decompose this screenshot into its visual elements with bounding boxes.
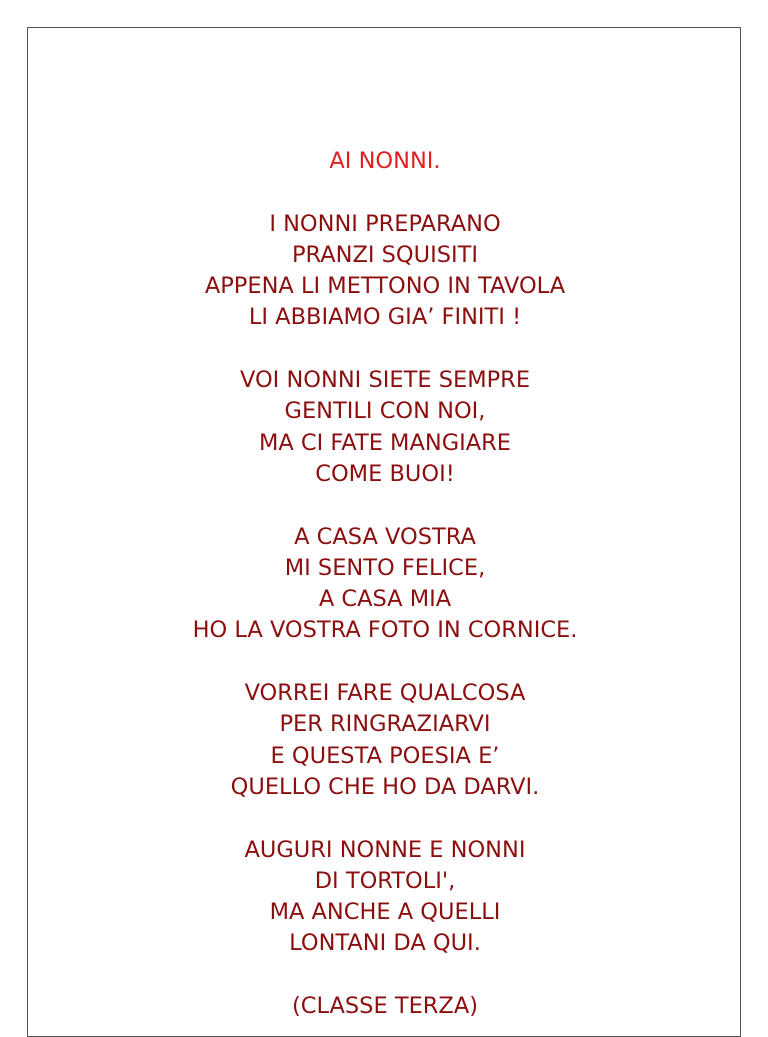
poem-line: LI ABBIAMO GIA’ FINITI ! [248,304,522,331]
stanza-2 [28,365,742,490]
poem-line: LONTANI DA QUI. [289,930,481,957]
poem-line: A CASA VOSTRA [294,523,476,550]
stanza-3 [28,522,742,647]
poem [28,146,742,1022]
poem-line: PRANZI SQUISITI [291,241,479,268]
poem-line: GENTILI CON NOI, [284,398,486,425]
poem-line: MA CI FATE MANGIARE [258,429,512,456]
poem-line: PER RINGRAZIARVI [279,711,491,738]
poem-line: MA ANCHE A QUELLI [269,899,501,926]
poem-line: MI SENTO FELICE, [284,554,486,581]
poem-signature: (CLASSE TERZA) [291,993,479,1020]
stanza-4 [28,678,742,803]
poem-line: HO LA VOSTRA FOTO IN CORNICE. [192,617,578,644]
poem-title: AI NONNI. [329,148,441,174]
poem-line: VOI NONNI SIETE SEMPRE [239,367,531,394]
poem-line: COME BUOI! [315,460,455,487]
poem-line: VORREI FARE QUALCOSA [244,680,526,707]
poem-line: AUGURI NONNE E NONNI [244,836,526,863]
poem-line: DI TORTOLI', [314,867,456,894]
poem-line: QUELLO CHE HO DA DARVI. [230,773,540,800]
poem-line: I NONNI PREPARANO [269,210,501,237]
poem-line: A CASA MIA [318,586,452,613]
document-page [27,27,741,1037]
stanza-5 [28,835,742,960]
stanza-1 [28,209,742,334]
poem-line: E QUESTA POESIA E’ [270,742,500,769]
poem-line: APPENA LI METTONO IN TAVOLA [204,273,566,300]
